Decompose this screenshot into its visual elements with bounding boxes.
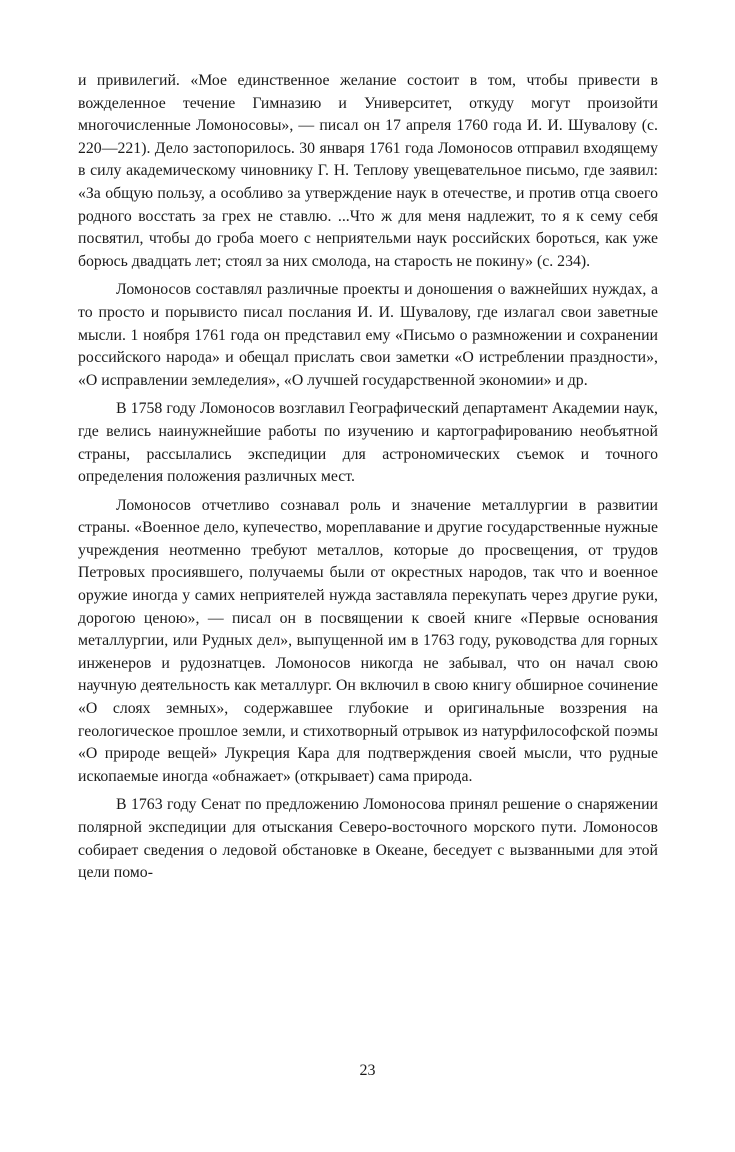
- body-text: [78, 70, 658, 891]
- paragraph-5: В 1763 году Сенат по предложению Ломоносова принял решение о снаряжении полярной экспедиции для отыскания Северо-восточного морского пути. Ломоносов собирает сведения о ледовой обстановке в Океане, беседует с вызванными для этой цели помо-: [78, 796, 658, 882]
- paragraph-3: В 1758 году Ломоносов возглавил Географический департамент Академии наук, где велись наинужнейшие работы по изучению и картографированию необъятной страны, рассылались экспедиции для астрономических съемок и точного определения положения различных мест.: [78, 400, 658, 486]
- paragraph-2: Ломоносов составлял различные проекты и доношения о важнейших нуждах, а то просто и порывисто писал послания И. И. Шувалову, где излагал свои заветные мысли. 1 ноября 1761 года он представил ему «Письмо о размножении и сохранении российского народа» и обещал прислать свои заметки «О истреблении праздности», «О исправлении земледелия», «О лучшей государственной экономии» и др.: [78, 281, 658, 389]
- page-number: 23: [359, 1062, 376, 1079]
- paragraph-1: и привилегий. «Мое единственное желание состоит в том, чтобы привести в вожделенное течение Гимназию и Университет, откуду могут произойти многочисленные Ломоносовы», — писал он 17 апреля 1760 года И. И. Шувалову (с. 220—221). Дело застопорилось. 30 января 1761 года Ломоносов отправил входящему в силу академическому чиновнику Г. Н. Теплову увещевательное письмо, где заявил: «За общую пользу, а особливо за утверждение наук в отечестве, и против отца своего родного восстать за грех не ставлю. ...Что ж для меня надлежит, то я к сему себя посвятил, чтобы до гроба моего с неприятельми наук российских бороться, как уже борюсь двадцать лет; стоял за них смолода, на старость не покину» (с. 234).: [78, 72, 658, 270]
- paragraph-4: Ломоносов отчетливо сознавал роль и значение металлургии в развитии страны. «Военное дело, купечество, мореплавание и другие государственные нужные учреждения неотменно требуют металлов, которые до просвещения, от трудов Петровых просиявшего, получаемы были от окрестных народов, так что и военное оружие иногда у самих неприятелей нужда заставляла перекупать через другие руки, дорогою ценою», — писал он в посвящении к своей книге «Первые основания металлургии, или Рудных дел», выпущенной им в 1763 году, руководства для горных инженеров и рудознатцев. Ломоносов никогда не забывал, что он начал свою научную деятельность как металлург. Он включил в свою книгу обширное сочинение «О слоях земных», содержавшее глубокие и оригинальные воззрения на геологическое прошлое земли, и стихотворный отрывок из натурфилософской поэмы «О природе вещей» Лукреция Кара для подтверждения своей мысли, что рудные ископаемые иногда «обнажает» (открывает) сама природа.: [78, 496, 658, 785]
